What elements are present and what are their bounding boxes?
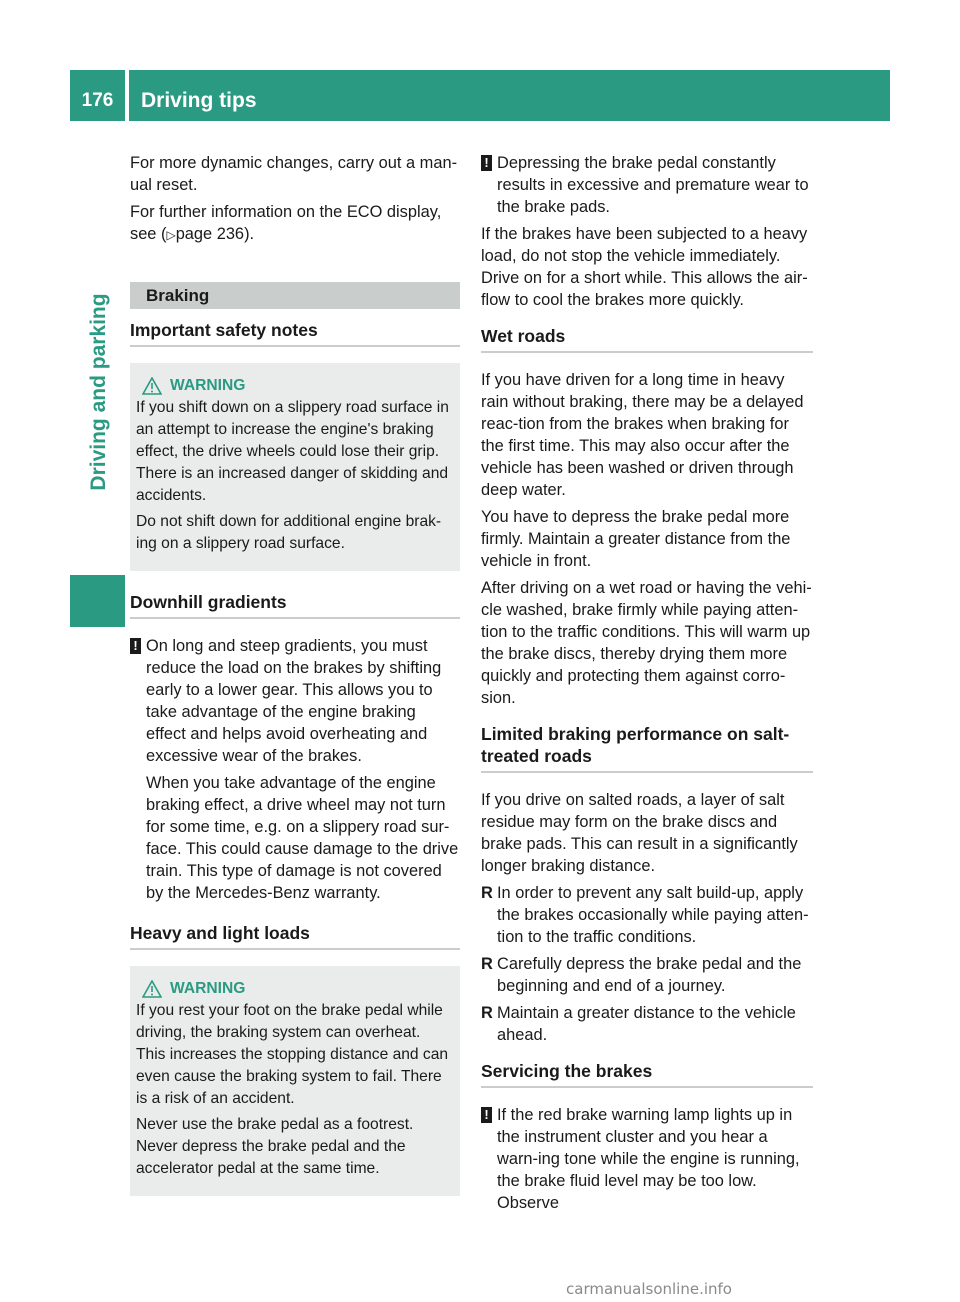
heading-heavy-and-light-loads: Heavy and light loads xyxy=(130,922,460,950)
heading-downhill-gradients: Downhill gradients xyxy=(130,591,460,619)
chapter-side-label xyxy=(84,232,114,552)
list-item-text: Maintain a greater distance to the vehicle ahead. xyxy=(497,1004,796,1044)
warning-label: WARNING xyxy=(170,377,246,394)
page-number: 176 xyxy=(81,90,114,111)
bullet-icon: R xyxy=(481,1004,493,1022)
left-column xyxy=(130,152,460,1216)
warning-text: If you rest your foot on the brake pedal while driving, the braking system can overheat. This increases the stopping distance and can even cause the braking system to fail. There is a risk of an accident. xyxy=(136,1002,449,1107)
notice-text: Depressing the brake pedal constantly results in excessive and premature wear to the brake pads. xyxy=(497,154,809,216)
paragraph: After driving on a wet road or having the vehi-cle washed, brake firmly while paying atten-tion to the traffic conditions. This will warm up the brake discs, thereby drying them more quickly and protecting them against corro-sion. xyxy=(481,579,812,707)
list-item xyxy=(481,1002,813,1046)
chapter-side-tab xyxy=(70,575,125,627)
list-item xyxy=(481,882,813,948)
bullet-icon: R xyxy=(481,955,493,973)
paragraph: If the brakes have been subjected to a heavy load, do not stop the vehicle immediately. Drive on for a short while. This allows the air-flow to cool the brakes more quickly. xyxy=(481,225,808,309)
section-heading-braking: Braking xyxy=(130,282,460,309)
reference-prefix: For further information on the ECO display, see ( xyxy=(130,203,442,243)
paragraph: You have to depress the brake pedal more firmly. Maintain a greater distance from the vehicle in front. xyxy=(481,508,791,570)
notice-text: On long and steep gradients, you must reduce the load on the brakes by shifting early to a lower gear. This allows you to take advantage of the engine braking effect and helps avoid overheating and excessive wear of the brakes. xyxy=(146,637,442,765)
notice-block xyxy=(481,1104,813,1214)
header-divider xyxy=(125,70,129,121)
page-reference-link[interactable]: page 236 xyxy=(175,225,245,243)
warning-triangle-icon xyxy=(142,980,162,998)
list-item-text: In order to prevent any salt build-up, apply the brakes occasionally while paying atten-tion to the traffic conditions. xyxy=(497,884,809,946)
heading-important-safety-notes: Important safety notes xyxy=(130,319,460,347)
list-item xyxy=(481,953,813,997)
exclamation-icon: ! xyxy=(481,1107,492,1123)
chapter-side-label-text: Driving and parking xyxy=(87,293,110,491)
warning-box xyxy=(130,966,460,1196)
bullet-icon: R xyxy=(481,884,493,902)
warning-text: Never use the brake pedal as a footrest. Never depress the brake pedal and the accelerator pedal at the same time. xyxy=(136,1116,414,1177)
warning-title xyxy=(136,375,452,397)
warning-title xyxy=(136,978,452,1000)
warning-triangle-icon xyxy=(142,377,162,395)
right-column xyxy=(481,152,813,1219)
list-item-text: Carefully depress the brake pedal and the beginning and end of a journey. xyxy=(497,955,802,995)
paragraph: If you drive on salted roads, a layer of salt residue may form on the brake discs and brake pads. This can result in a significantly longer braking distance. xyxy=(481,791,798,875)
heading-wet-roads: Wet roads xyxy=(481,325,813,353)
heading-limited-braking-salt-roads: Limited braking performance on salt-treated roads xyxy=(481,723,813,773)
warning-text: If you shift down on a slippery road surface in an attempt to increase the engine's braking effect, the drive wheels could lose their grip. There is an increased danger of skidding and accidents. xyxy=(136,399,449,504)
notice-text: If the red brake warning lamp lights up in the instrument cluster and you hear a warn-ing tone while the engine is running, the brake fluid level may be too low. Observe xyxy=(497,1106,800,1212)
reference-suffix: ). xyxy=(244,225,255,243)
paragraph: If you have driven for a long time in heavy rain without braking, there may be a delayed reac-tion from the brakes when braking for the first time. This may also occur after the vehicle has been washed or driven through deep water. xyxy=(481,371,804,499)
notice-block xyxy=(481,152,813,218)
warning-text: Do not shift down for additional engine brak-ing on a slippery road surface. xyxy=(136,513,442,552)
exclamation-icon: ! xyxy=(130,638,141,654)
notice-block xyxy=(130,635,460,904)
warning-label: WARNING xyxy=(170,980,246,997)
page-title: Driving tips xyxy=(141,89,257,112)
eco-display-reference xyxy=(130,201,460,246)
exclamation-icon: ! xyxy=(481,155,492,171)
paragraph: For more dynamic changes, carry out a man-ual reset. xyxy=(130,154,458,194)
heading-servicing-the-brakes: Servicing the brakes xyxy=(481,1060,813,1088)
warning-box xyxy=(130,363,460,571)
watermark: carmanualsonline.info xyxy=(566,1280,732,1298)
page-reference-arrow-icon: ▷ xyxy=(166,228,176,242)
notice-text: When you take advantage of the engine braking effect, a drive wheel may not turn for some time, e.g. on a slippery road sur-face. This could cause damage to the drive train. This type of damage is not covered by the Mercedes-Benz warranty. xyxy=(146,774,459,902)
